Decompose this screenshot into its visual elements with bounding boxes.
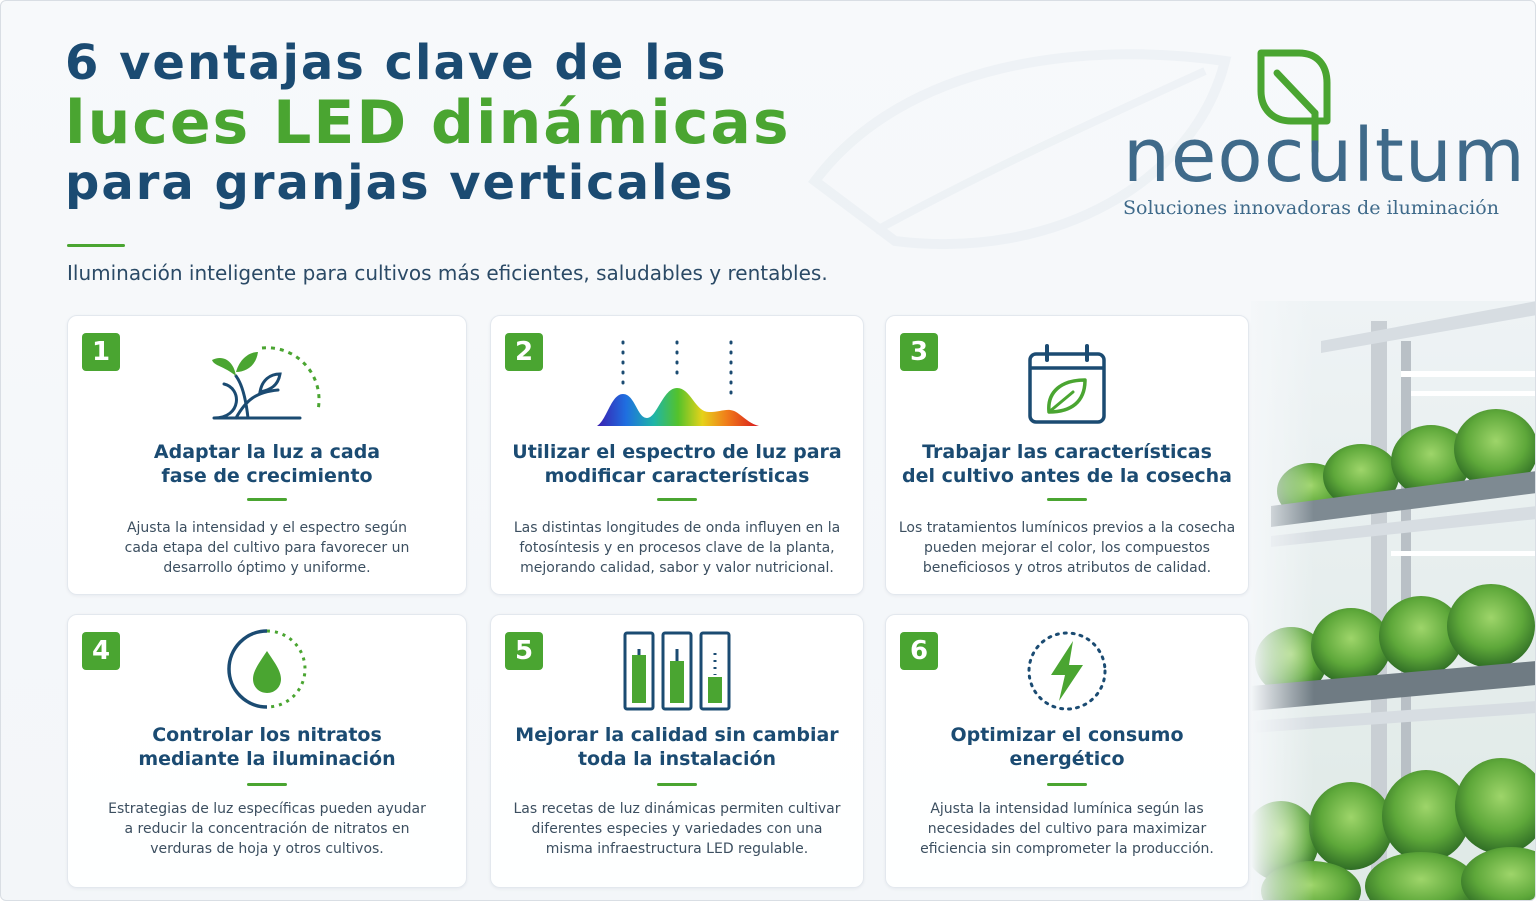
card-title: Utilizar el espectro de luz para modificar características xyxy=(512,441,842,487)
title-divider xyxy=(67,244,125,247)
card-description: Estrategias de luz específicas pueden ayudar a reducir la concentración de nitratos en verduras de hoja y otros cultivos. xyxy=(108,801,426,857)
card-title: Mejorar la calidad sin cambiar toda la instalación xyxy=(515,724,839,770)
card-title: Optimizar el consumo energético xyxy=(950,724,1184,770)
card-number-badge: 4 xyxy=(82,632,120,670)
title-line-3: para granjas verticales xyxy=(65,155,735,211)
card-divider xyxy=(657,783,697,786)
title-line-1: 6 ventajas clave de las xyxy=(65,35,728,91)
advantage-card-4 xyxy=(67,614,467,888)
advantage-card-6 xyxy=(885,614,1249,888)
energy-bolt-icon xyxy=(1025,629,1109,713)
card-divider xyxy=(1047,498,1087,501)
card-divider xyxy=(247,498,287,501)
advantage-card-5 xyxy=(490,614,864,888)
light-spectrum-icon xyxy=(593,340,761,428)
card-title: Controlar los nitratos mediante la iluminación xyxy=(138,724,396,770)
card-number-badge: 6 xyxy=(900,632,938,670)
title-block xyxy=(65,35,791,211)
subtitle: Iluminación inteligente para cultivos más eficientes, saludables y rentables. xyxy=(67,261,828,285)
card-number-badge: 5 xyxy=(505,632,543,670)
card-description: Ajusta la intensidad y el espectro según cada etapa del cultivo para favorecer un desarrollo óptimo y uniforme. xyxy=(124,520,410,576)
card-title: Trabajar las características del cultivo antes de la cosecha xyxy=(902,441,1232,487)
brand-name: neocultum xyxy=(1123,113,1526,199)
card-divider xyxy=(1047,783,1087,786)
card-title: Adaptar la luz a cada fase de crecimiento xyxy=(153,441,381,487)
light-levels-icon xyxy=(623,631,731,711)
card-number-badge: 1 xyxy=(82,333,120,371)
card-divider xyxy=(657,498,697,501)
sprout-growth-icon xyxy=(212,340,322,426)
water-drop-icon xyxy=(225,627,309,711)
vertical-farm-photo xyxy=(1251,301,1536,901)
card-number-badge: 3 xyxy=(900,333,938,371)
advantage-card-3 xyxy=(885,315,1249,595)
advantage-card-1 xyxy=(67,315,467,595)
card-divider xyxy=(247,783,287,786)
brand-tagline: Soluciones innovadoras de iluminación xyxy=(1123,197,1499,219)
card-number-badge: 2 xyxy=(505,333,543,371)
card-description: Los tratamientos lumínicos previos a la cosecha pueden mejorar el color, los compuestos beneficiosos y otros atributos de calidad. xyxy=(898,520,1236,576)
calendar-leaf-icon xyxy=(1027,342,1107,426)
title-line-2: luces LED dinámicas xyxy=(65,88,791,158)
card-description: Las distintas longitudes de onda influyen en la fotosíntesis y en procesos clave de la planta, mejorando calidad, sabor y valor nutricional. xyxy=(513,520,841,576)
card-description: Ajusta la intensidad lumínica según las necesidades del cultivo para maximizar eficiencia sin comprometer la producción. xyxy=(920,801,1214,857)
card-description: Las recetas de luz dinámicas permiten cultivar diferentes especies y variedades con una misma infraestructura LED regulable. xyxy=(513,801,841,857)
advantage-card-2 xyxy=(490,315,864,595)
brand-logo xyxy=(1119,45,1526,235)
